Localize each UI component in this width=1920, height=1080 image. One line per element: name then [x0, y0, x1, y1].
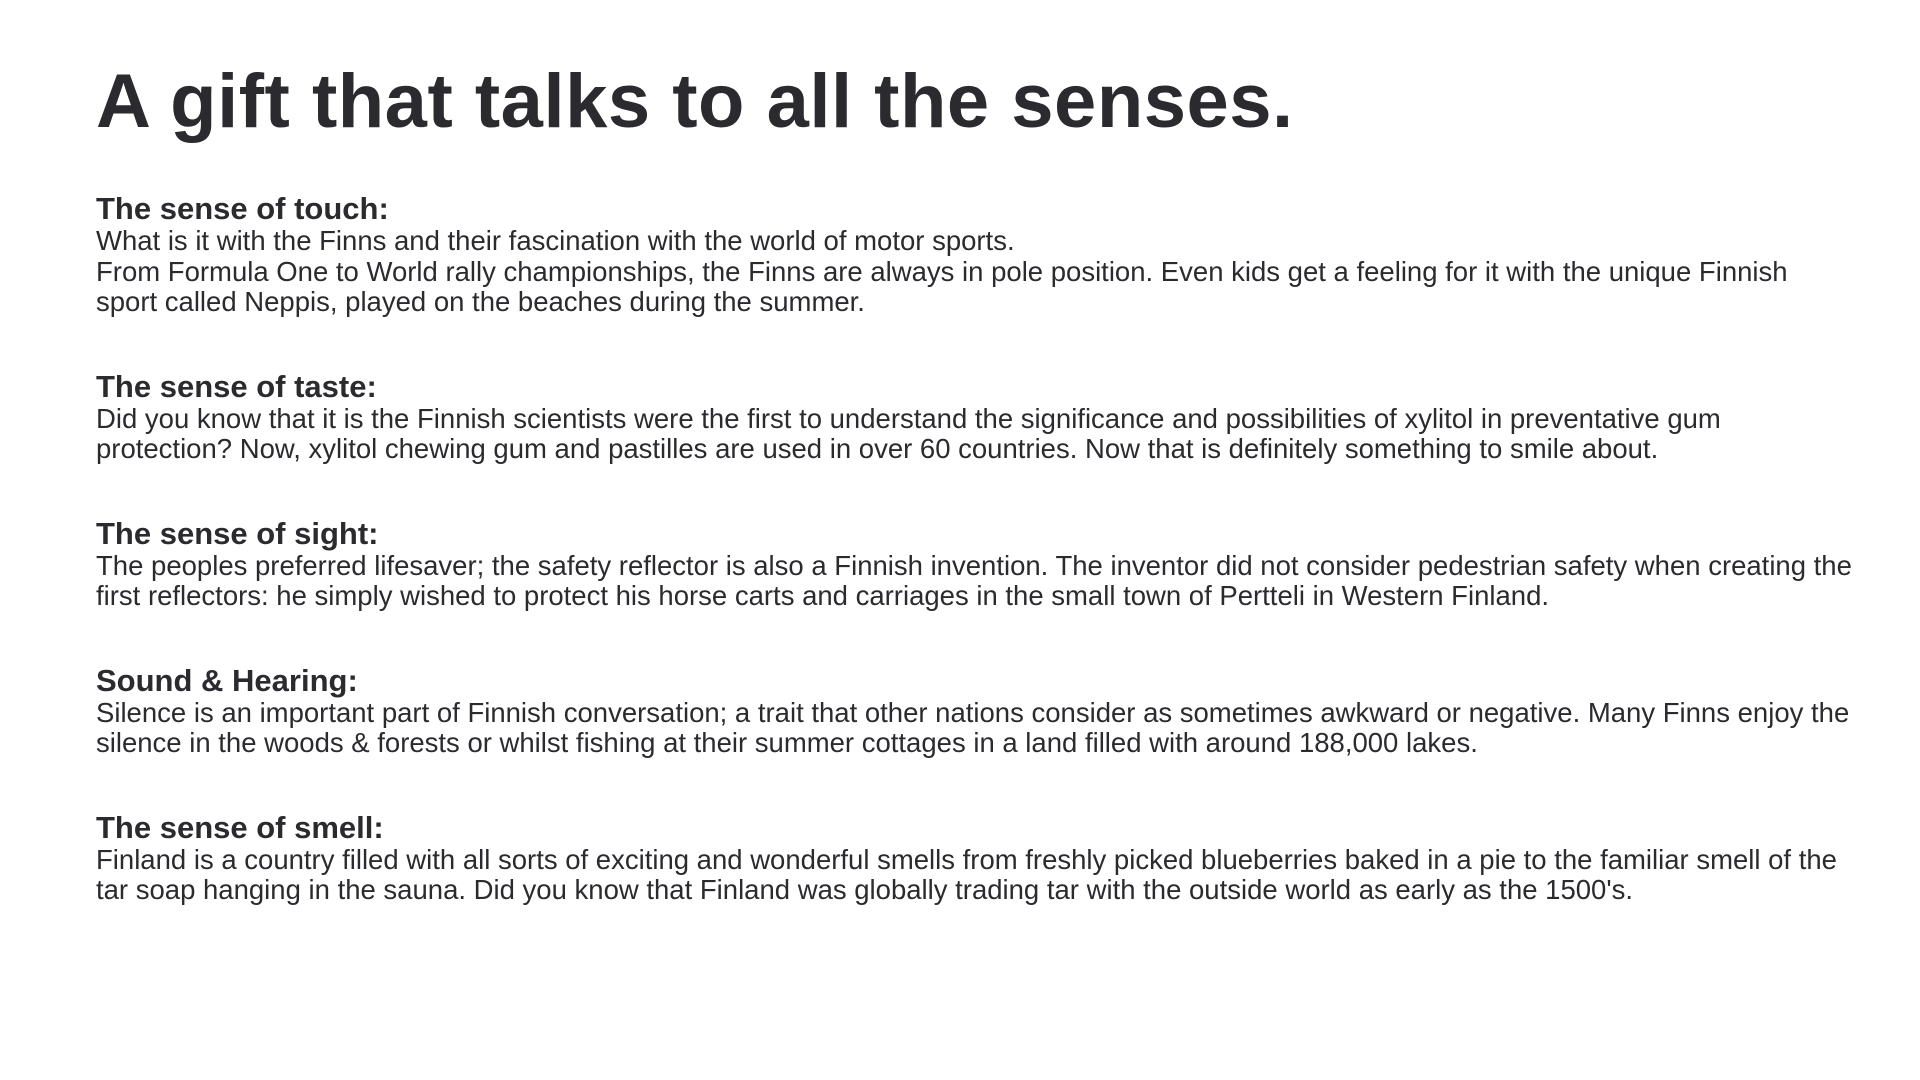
- paragraph: What is it with the Finns and their fascination with the world of motor sports.: [96, 225, 1015, 256]
- section-touch: [96, 192, 1856, 318]
- paragraph: The peoples preferred lifesaver; the safety reflector is also a Finnish invention. The inventor did not consider pedestrian safety when creating the first reflectors: he simply wished to protect his horse carts and carriages in the small town of Pertteli in Western Finland.: [96, 549, 1852, 611]
- paragraph: Did you know that it is the Finnish scientists were the first to understand the significance and possibilities of xylitol in preventative gum protection? Now, xylitol chewing gum and pastilles are used in over 60 countries. Now that is definitely something to smile about.: [96, 402, 1721, 464]
- section-heading: Sound & Hearing:: [96, 662, 358, 698]
- document-page: [96, 54, 1856, 958]
- section-heading: The sense of smell:: [96, 809, 384, 845]
- section-body: [96, 845, 1856, 906]
- section-body: [96, 404, 1856, 465]
- paragraph: From Formula One to World rally championships, the Finns are always in pole position. Even kids get a feeling for it with the unique Finnish sport called Neppis, played on the beaches during the summer.: [96, 255, 1788, 317]
- page-title: A gift that talks to all the senses.: [96, 59, 1294, 144]
- section-heading: The sense of sight:: [96, 515, 379, 551]
- section-heading: The sense of taste:: [96, 368, 377, 404]
- paragraph: Finland is a country filled with all sorts of exciting and wonderful smells from freshly picked blueberries baked in a pie to the familiar smell of the tar soap hanging in the sauna. Did you know that Finland was globally trading tar with the outside world as early as the 1500's.: [96, 843, 1837, 905]
- section-heading: The sense of touch:: [96, 191, 389, 226]
- section-body: [96, 698, 1856, 759]
- section-body: [96, 551, 1856, 612]
- paragraph: Silence is an important part of Finnish conversation; a trait that other nations consider as sometimes awkward or negative. Many Finns enjoy the silence in the woods & forests or whilst fishing at their summer cottages in a land filled with around 188,000 lakes.: [96, 696, 1850, 758]
- section-taste: [96, 370, 1856, 465]
- section-body: [96, 226, 1856, 318]
- section-smell: [96, 811, 1856, 906]
- section-sight: [96, 517, 1856, 612]
- section-hearing: [96, 664, 1856, 759]
